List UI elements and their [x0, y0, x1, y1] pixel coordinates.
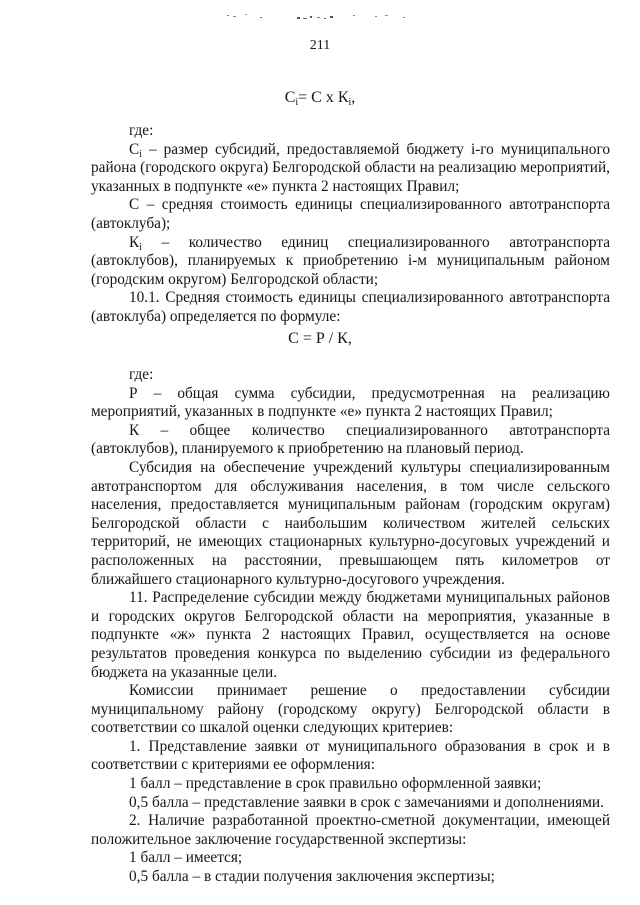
- where-label: где:: [129, 122, 154, 139]
- definition-p: Р – общая сумма субсидии, предусмотренная на реализацию мероприятий, указанных в подпункте «е» пункта 2 настоящих Правил;: [91, 384, 610, 421]
- definitions-block-2: [91, 366, 610, 887]
- formula-1-lhs-sub: i: [295, 97, 299, 108]
- definitions-block-1: [91, 122, 610, 327]
- definition-ci: [91, 141, 610, 197]
- definition-k: К – общее количество специализированного автотранспорта (автоклубов), планируемого к приобретению на плановый период.: [91, 421, 610, 458]
- scan-specks: [225, 10, 425, 22]
- definition-ci-text: – размер субсидий, предоставляемой бюджету i-го муниципального района (городского округа) Белгородской области на реализацию мероприятий, указанных в подпункте «е» пункта 2 настоящих Правил;: [91, 140, 610, 195]
- page-number: 211: [309, 38, 331, 53]
- criterion-1: 1. Представление заявки от муниципального образования в срок и в соответствии с критериями ее оформления:: [91, 737, 610, 774]
- definition-ki-sub: i: [139, 241, 142, 253]
- formula-average-cost: С = Р / К,: [288, 330, 352, 347]
- formula-1-tail: ,: [351, 89, 356, 106]
- definition-ci-sub: i: [139, 148, 142, 160]
- definition-ki-text: – количество единиц специализированного автотранспорта (автоклубов), планируемых к приобретению i-м муниципальным районом (городским округом) Белгородской области;: [91, 233, 610, 288]
- definition-ki-symbol: К: [129, 233, 140, 251]
- formula-1-rhs-sub: i: [348, 97, 352, 108]
- formula-1-lhs: C: [284, 89, 296, 106]
- criterion-2-option-b: 0,5 балла – в стадии получения заключения экспертизы;: [129, 868, 495, 886]
- definition-ci-symbol: C: [129, 140, 140, 158]
- criterion-1-option-b: 0,5 балла – представление заявки в срок с замечаниями и дополнениями.: [129, 793, 604, 811]
- paragraph-10-1: 10.1. Средняя стоимость единицы специализированного автотранспорта (автоклуба) определяется по формуле:: [91, 289, 610, 325]
- formula-subsidy: [0, 89, 640, 107]
- paragraph-subsidy: Субсидия на обеспечение учреждений культуры специализированным автотранспортом для обслуживания населения, в том числе сельского населения, предоставляется муниципальным районам (городским округам) Белгородской области с наибольшим количеством жителей сельских территорий, не имеющих стационарных культурно-досуговых учреждений и расположенных на расстоянии, превышающем пять километров от ближайшего стационарного культурно-досугового учреждения.: [91, 458, 610, 588]
- formula-1-rhs: = С х К: [298, 89, 349, 106]
- where-label-2: где:: [129, 366, 154, 383]
- criterion-2: 2. Наличие разработанной проектно-сметной документации, имеющей положительное заключение государственной экспертизы:: [91, 812, 610, 848]
- paragraph-11: 11. Распределение субсидии между бюджетами муниципальных районов и городских округов Белгородской области на мероприятия, указанные в подпункте «ж» пункта 2 настоящих Правил, осуществляется на основе результатов проведения конкурса по выделению субсидии из федерального бюджета на указанные цели.: [91, 589, 610, 681]
- paragraph-commission: Комиссии принимает решение о предоставлении субсидии муниципальному району (городскому округу) Белгородской области в соответствии со шкалой оценки следующих критериев:: [91, 682, 610, 737]
- criterion-1-option-a: 1 балл – представление в срок правильно оформленной заявки;: [129, 775, 542, 793]
- criterion-2-option-a: 1 балл – имеется;: [129, 849, 243, 867]
- definition-ki: [91, 234, 610, 290]
- definition-c: С – средняя стоимость единицы специализированного автотранспорта (автоклуба);: [91, 196, 610, 232]
